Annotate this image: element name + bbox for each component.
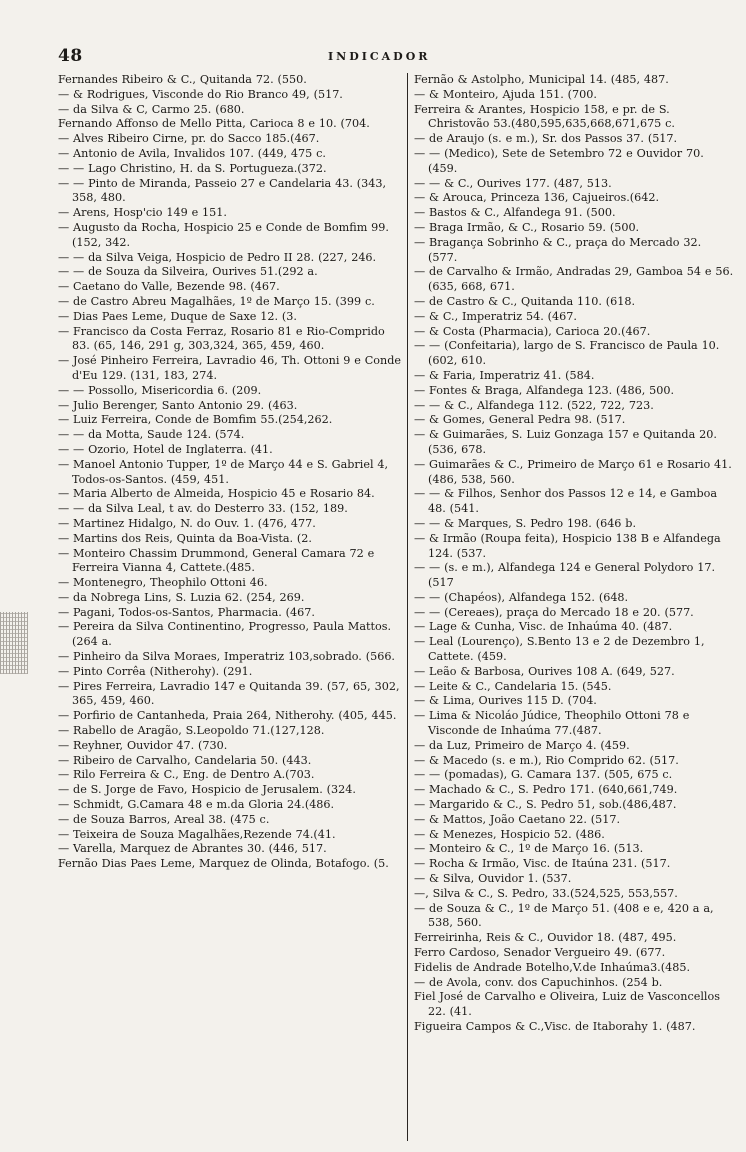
index-entry: — & Monteiro, Ajuda 151. (700.: [414, 87, 597, 101]
index-entry: — de Araujo (s. e m.), Sr. dos Passos 37. (517.: [414, 132, 678, 146]
index-entry: Fernandes Ribeiro & C., Quitanda 72. (550.: [58, 73, 307, 86]
index-entry: — & Guimarães, S. Luiz Gonzaga 157 e Quitanda 20. (536, 678.: [414, 428, 717, 456]
index-entry: —, Silva & C., S. Pedro, 33.(524,525, 553,557.: [414, 886, 678, 900]
index-entry: — — da Motta, Saude 124. (574.: [58, 428, 245, 442]
index-entry: Ferreira & Arantes, Hospicio 158, e pr. de S. Christovão 53.(480,595,635,668,671,675 c.: [414, 102, 675, 131]
index-entry: — de Avola, conv. dos Capuchinhos. (254 b.: [414, 975, 663, 989]
index-entry: — Maria Alberto de Almeida, Hospicio 45 e Rosario 84.: [58, 487, 375, 501]
page-header: [58, 46, 732, 68]
index-entry: — Luiz Ferreira, Conde de Bomfim 55.(254,262.: [58, 413, 333, 427]
index-entry: Fernão Dias Paes Leme, Marquez de Olinda, Botafogo. (5.: [58, 857, 389, 871]
index-entry: — Antonio de Avila, Invalidos 107. (449, 475 c.: [58, 146, 326, 160]
index-entry: — — (Confeitaria), largo de S. Francisco de Paula 10. (602, 610.: [414, 339, 720, 368]
index-entry: Ferro Cardoso, Senador Vergueiro 49. (677.: [414, 946, 666, 960]
index-entry: — Braga Irmão, & C., Rosario 59. (500.: [414, 220, 640, 234]
index-entry: — Machado & C., S. Pedro 171. (640,661,749.: [414, 783, 678, 797]
index-entry: — & Mattos, João Caetano 22. (517.: [414, 812, 621, 826]
index-entry: — Bastos & C., Alfandega 91. (500.: [414, 206, 616, 220]
index-entry: — da Luz, Primeiro de Março 4. (459.: [414, 738, 630, 752]
index-entry: — Reyhner, Ouvidor 47. (730.: [58, 738, 228, 752]
index-entry: — & Silva, Ouvidor 1. (537.: [414, 872, 572, 886]
index-entry: — de Castro Abreu Magalhães, 1º de Março 15. (399 c.: [58, 294, 375, 308]
left-column: [58, 73, 404, 872]
index-entry: — Varella, Marquez de Abrantes 30. (446, 517.: [58, 842, 327, 856]
index-entry: — Rabello de Aragão, S.Leopoldo 71.(127,128.: [58, 724, 325, 738]
index-entry: Fidelis de Andrade Botelho,V.de Inhaúma3.(485.: [414, 960, 691, 974]
index-entry: — Pires Ferreira, Lavradio 147 e Quitanda 39. (57, 65, 302, 365, 459, 460.: [58, 679, 400, 708]
index-entry: — & Lima, Ourives 115 D. (704.: [414, 694, 597, 708]
index-entry: — Martinez Hidalgo, N. do Ouv. 1. (476, 477.: [58, 516, 316, 530]
index-entry: — Lima & Nicoláo Júdice, Theophilo Ottoni 78 e Visconde de Inhaúma 77.(487.: [414, 709, 690, 738]
index-entry: — — da Silva Veiga, Hospicio de Pedro II 28. (227, 246.: [58, 250, 377, 264]
index-entry: — — Possollo, Misericordia 6. (209.: [58, 383, 262, 397]
index-entry: — Monteiro & C., 1º de Março 16. (513.: [414, 842, 644, 856]
index-entry: — Arens, Hosp'cio 149 e 151.: [58, 206, 227, 220]
index-entry: — — Ozorio, Hotel de Inglaterra. (41.: [58, 442, 273, 456]
index-entry: — Bragança Sobrinho & C., praça do Mercado 32. (577.: [414, 235, 702, 264]
index-entry: — — & Marques, S. Pedro 198. (646 b.: [414, 516, 636, 530]
index-entry: Ferreirinha, Reis & C., Ouvidor 18. (487, 495.: [414, 931, 677, 945]
index-entry: Fernando Affonso de Mello Pitta, Carioca 8 e 10. (704.: [58, 117, 370, 131]
index-entry: Figueira Campos & C.,Visc. de Itaborahy 1. (487.: [414, 1020, 696, 1033]
index-entry: — Leal (Lourenço), S.Bento 13 e 2 de Dezembro 1, Cattete. (459.: [414, 635, 705, 664]
index-entry: — — (Medico), Sete de Setembro 72 e Ouvidor 70. (459.: [414, 146, 704, 175]
index-entry: — Lage & Cunha, Visc. de Inhaúma 40. (487.: [414, 620, 673, 634]
index-entry: — Pinheiro da Silva Moraes, Imperatriz 103,sobrado. (566.: [58, 650, 395, 664]
index-entry: — de S. Jorge de Favo, Hospicio de Jerusalem. (324.: [58, 783, 356, 797]
index-entry: — da Silva & C, Carmo 25. (680.: [58, 102, 245, 116]
index-entry: — Alves Ribeiro Cirne, pr. do Sacco 185.(467.: [58, 132, 320, 146]
index-entry: — de Souza Barros, Areal 38. (475 c.: [58, 812, 270, 826]
index-entry: — & Menezes, Hospicio 52. (486.: [414, 827, 605, 841]
index-entry: — & Rodrigues, Visconde do Rio Branco 49, (517.: [58, 87, 343, 101]
index-entry: — — (Cereaes), praça do Mercado 18 e 20. (577.: [414, 605, 694, 619]
page-number: 48: [58, 46, 83, 66]
index-entry: — — & C., Ourives 177. (487, 513.: [414, 176, 612, 190]
index-entry: — Manoel Antonio Tupper, 1º de Março 44 e S. Gabriel 4, Todos-os-Santos. (459, 451.: [58, 457, 389, 486]
index-entry: — & Gomes, General Pedra 98. (517.: [414, 413, 626, 427]
index-entry: — & C., Imperatriz 54. (467.: [414, 309, 577, 323]
running-title: INDICADOR: [328, 50, 431, 63]
index-entry: — Monteiro Chassim Drummond, General Camara 72 e Ferreira Vianna 4, Cattete.(485.: [58, 546, 375, 575]
index-entry: — Schmidt, G.Camara 48 e m.da Gloria 24.(486.: [58, 798, 335, 812]
index-entry: — — (pomadas), G. Camara 137. (505, 675 c.: [414, 768, 673, 782]
index-entry: — Teixeira de Souza Magalhães,Rezende 74.(41.: [58, 827, 336, 841]
index-entry: — — (s. e m.), Alfandega 124 e General Polydoro 17. (517: [414, 561, 716, 590]
index-entry: — — (Chapéos), Alfandega 152. (648.: [414, 590, 629, 604]
index-entry: — de Carvalho & Irmão, Andradas 29, Gamboa 54 e 56. (635, 668, 671.: [414, 265, 734, 294]
index-entry: — & Arouca, Princeza 136, Cajueiros.(642.: [414, 191, 660, 205]
index-entry: Fiel José de Carvalho e Oliveira, Luiz de Vasconcellos 22. (41.: [414, 990, 720, 1019]
index-entry: — & Costa (Pharmacia), Carioca 20.(467.: [414, 324, 651, 338]
index-entry: — & Faria, Imperatriz 41. (584.: [414, 368, 595, 382]
index-entry: — — Pinto de Miranda, Passeio 27 e Candelaria 43. (343, 358, 480.: [58, 176, 386, 205]
index-entry: — & Irmão (Roupa feita), Hospicio 138 B e Alfandega 124. (537.: [414, 531, 721, 560]
index-entry: — Pagani, Todos-os-Santos, Pharmacia. (467.: [58, 605, 315, 619]
index-entry: — Leão & Barbosa, Ourives 108 A. (649, 527.: [414, 664, 675, 678]
index-entry: — Ribeiro de Carvalho, Candelaria 50. (443.: [58, 753, 312, 767]
index-entry: — Francisco da Costa Ferraz, Rosario 81 e Rio-Comprido 83. (65, 146, 291 g, 303,324, 365, 459, 460.: [58, 324, 385, 353]
index-entry: — Julio Berenger, Santo Antonio 29. (463.: [58, 398, 298, 412]
index-entry: — & Macedo (s. e m.), Rio Comprido 62. (517.: [414, 753, 679, 767]
index-entry: — da Nobrega Lins, S. Luzia 62. (254, 269.: [58, 590, 305, 604]
right-column: [414, 73, 734, 1035]
column-divider: [407, 73, 408, 1141]
index-entry: — Fontes & Braga, Alfandega 123. (486, 500.: [414, 383, 675, 397]
index-entry: — de Castro & C., Quitanda 110. (618.: [414, 294, 636, 308]
index-entry: — — da Silva Leal, t av. do Desterro 33. (152, 189.: [58, 502, 348, 516]
index-entry: — Guimarães & C., Primeiro de Março 61 e Rosario 41. (486, 538, 560.: [414, 457, 732, 486]
index-entry: — — & Filhos, Senhor dos Passos 12 e 14, e Gamboa 48. (541.: [414, 487, 718, 516]
index-entry: — Porfirio de Cantanheda, Praia 264, Nitherohy. (405, 445.: [58, 709, 397, 723]
index-entry: — Martins dos Reis, Quinta da Boa-Vista. (2.: [58, 531, 312, 545]
index-entry: — Augusto da Rocha, Hospicio 25 e Conde de Bomfim 99. (152, 342.: [58, 220, 389, 249]
index-entry: — de Souza & C., 1º de Março 51. (408 e e, 420 a a, 538, 560.: [414, 901, 714, 930]
index-entry: — Rocha & Irmão, Visc. de Itaúna 231. (517.: [414, 857, 671, 871]
index-entry: — Pinto Corrêa (Nitherohy). (291.: [58, 664, 253, 678]
index-entry: — — Lago Christino, H. da S. Portugueza.(372.: [58, 161, 327, 175]
index-entry: — José Pinheiro Ferreira, Lavradio 46, Th. Ottoni 9 e Conde d'Eu 129. (131, 183, 274.: [58, 354, 401, 382]
index-entry: — — de Souza da Silveira, Ourives 51.(292 a.: [58, 265, 318, 279]
index-entry: — Margarido & C., S. Pedro 51, sob.(486,487.: [414, 798, 677, 812]
margin-stain-mark: [0, 612, 28, 674]
index-entry: — Dias Paes Leme, Duque de Saxe 12. (3.: [58, 309, 297, 323]
index-entry: — Leite & C., Candelaria 15. (545.: [414, 679, 612, 693]
index-entry: — Montenegro, Theophilo Ottoni 46.: [58, 576, 268, 590]
index-entry: — Pereira da Silva Continentino, Progresso, Paula Mattos. (264 a.: [58, 620, 392, 649]
index-entry: — — & C., Alfandega 112. (522, 722, 723.: [414, 398, 654, 412]
index-entry: — Caetano do Valle, Bezende 98. (467.: [58, 280, 280, 294]
index-entry: Fernão & Astolpho, Municipal 14. (485, 487.: [414, 73, 669, 86]
index-entry: — Rilo Ferreira & C., Eng. de Dentro A.(703.: [58, 768, 315, 782]
